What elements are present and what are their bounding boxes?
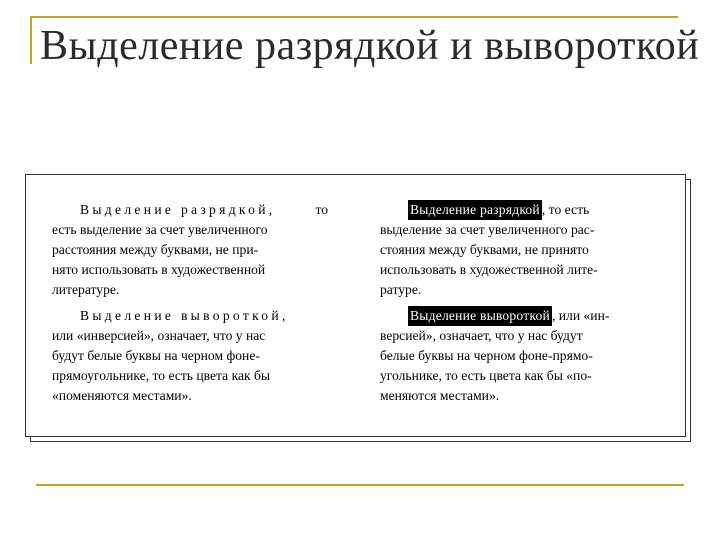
- text-line: литературе.: [52, 282, 120, 297]
- right-paragraph-1: [380, 200, 653, 300]
- text-fragment: , то есть: [541, 202, 590, 217]
- bottom-accent-line: [36, 484, 684, 486]
- text-line: стояния между буквами, не принято: [380, 242, 589, 257]
- text-line: есть выделение за счет увеличенного: [52, 222, 268, 237]
- top-accent-line: [30, 16, 678, 18]
- text-line: [52, 306, 328, 326]
- text-line: версией», означает, что у нас будут: [380, 328, 583, 343]
- text-line: [380, 200, 653, 220]
- inverse-emphasis: Выделение вывороткой: [408, 306, 552, 326]
- text-fragment: , или «ин-: [551, 308, 610, 323]
- text-line: выделение за счет увеличенного рас-: [380, 222, 595, 237]
- text-line: будут белые буквы на черном фоне-: [52, 348, 260, 363]
- left-accent-tick: [30, 16, 32, 64]
- text-line: [52, 200, 328, 220]
- text-line: белые буквы на черном фоне-прямо-: [380, 348, 593, 363]
- text-line: нято использовать в художественной: [52, 262, 266, 277]
- text-fragment: то: [315, 202, 328, 217]
- text-line: ратуре.: [380, 282, 422, 297]
- left-column: [52, 200, 328, 412]
- text-line: расстояния между буквами, не при-: [52, 242, 259, 257]
- text-line: использовать в художественной лите-: [380, 262, 598, 277]
- right-paragraph-2: [380, 306, 653, 406]
- slide-title: Выделение разрядкой и вывороткой: [40, 23, 700, 69]
- spaced-emphasis: Выделение разрядкой,: [80, 202, 276, 217]
- inverse-emphasis: Выделение разрядкой: [408, 200, 542, 220]
- right-column: [380, 200, 653, 412]
- text-line: прямоугольнике, то есть цвета как бы: [52, 368, 271, 383]
- text-line: [380, 306, 653, 326]
- left-paragraph-1: [52, 200, 328, 300]
- text-line: угольнике, то есть цвета как бы «по-: [380, 368, 592, 383]
- left-paragraph-2: [52, 306, 328, 406]
- text-line: «поменяются местами».: [52, 388, 192, 403]
- spaced-emphasis: Выделение вывороткой,: [80, 308, 289, 323]
- text-line: меняются местами».: [380, 388, 500, 403]
- text-line: или «инверсией», означает, что у нас: [52, 328, 266, 343]
